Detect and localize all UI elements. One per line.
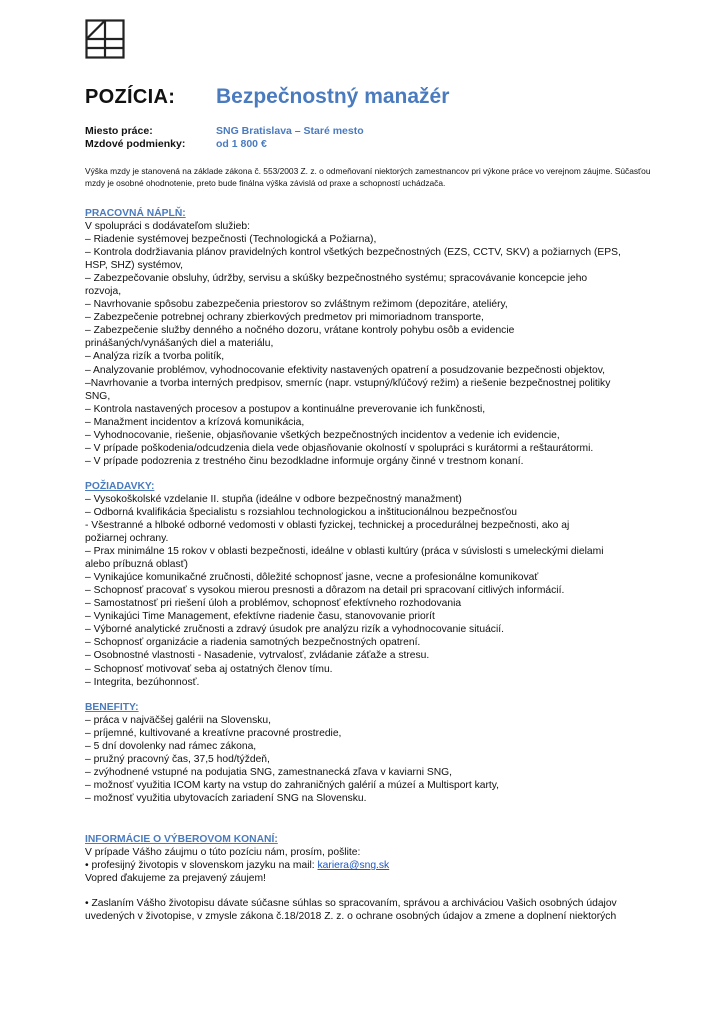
duty-line: SNG, [85, 390, 111, 402]
benefit-line: – 5 dní dovolenky nad rámec zákona, [85, 740, 257, 752]
duty-line: – Navrhovanie spôsobu zabezpečenia priestorov so zvláštnym režimom (depozitáre, ateliéry, [85, 299, 508, 311]
career-email-link[interactable]: kariera@sng.sk [317, 859, 390, 871]
benefit-line: – pružný pracovný čas, 37,5 hod/týždeň, [85, 753, 270, 765]
requirement-line: požiarnej ochrany. [85, 533, 169, 545]
duty-line: – Riadenie systémovej bezpečnosti (Technologická a Požiarna), [85, 234, 377, 246]
selection-email-line [85, 859, 660, 872]
requirement-line: – Schopnosť motivovať seba aj ostatných členov tímu. [85, 663, 333, 675]
requirement-line: - Všestranné a hlboké odborné vedomosti v oblasti fyzickej, technickej a procedurálnej bezpečnosti, ako aj [85, 519, 570, 531]
duty-line: – Kontrola dodržiavania plánov pravidelných kontrol všetkých bezpečnostných (EZS, CCTV, SKV) a požiarnych (EPS, [85, 247, 621, 259]
location-row [85, 125, 685, 138]
duty-line: rozvoja, [85, 286, 122, 298]
duty-line: – V prípade poškodenia/odcudzenia diela vede objasňovanie okolností v spolupráci s kurátormi a reštaurátormi. [85, 442, 594, 454]
job-meta [85, 125, 685, 151]
selection-heading: INFORMÁCIE O VÝBEROVOM KONANÍ: [85, 833, 278, 845]
duty-line: – Vyhodnocovanie, riešenie, objasňovanie všetkých bezpečnostných incidentov a vedenie ich evidencie, [85, 429, 560, 441]
salary-note: Výška mzdy je stanovená na základe zákona č. 553/2003 Z. z. o odmeňovaní niektorých zamestnancov pri výkone práce vo verejnom záujme. Súčasťou mzdy je osobné ohodnotenie, preto bude finálna výška závislá od praxe a schopností uchádzača. [85, 166, 651, 188]
duty-line: – V prípade podozrenia z trestného činu bezodkladne informuje orgány činné v trestnom konaní. [85, 455, 524, 467]
duty-line: –Navrhovanie a tvorba interných predpisov, smerníc (napr. vstupný/kľúčový režim) a riešenie bezpečnostnej politiky [85, 377, 611, 389]
location-label: Miesto práce: [85, 125, 153, 137]
benefit-line: – možnosť využitia ubytovacích zariadení SNG na Slovensku. [85, 792, 367, 804]
benefit-line: – možnosť využitia ICOM karty na vstup do zahraničných galérií a múzeí a Multisport karty, [85, 779, 499, 791]
section-spacer [85, 821, 660, 833]
gdpr-line: • Zaslaním Vášho životopisu dávate súčasne súhlas so spracovaním, správou a archiváciou Vašich osobných údajov [85, 898, 617, 910]
benefits-list [85, 714, 660, 805]
duty-line: – Kontrola nastavených procesov a postupov a kontinuálne preverovanie ich funkčnosti, [85, 403, 486, 415]
gdpr-line: uvedených v životopise, v zmysle zákona č.18/2018 Z. z. o ochrane osobných údajov a zmene a doplnení niektorých [85, 911, 617, 923]
duties-list [85, 220, 660, 468]
location-value: SNG Bratislava – Staré mesto [216, 125, 364, 137]
requirement-line: – Schopnosť organizácie a riadenia samotných bezpečnostných opatrení. [85, 637, 421, 649]
duty-line: – Analyzovanie problémov, vyhodnocovanie efektivity nastavených opatrení a posudzovanie bezpečnosti objektov, [85, 364, 605, 376]
salary-label: Mzdové podmienky: [85, 138, 186, 150]
selection-line: V prípade Vášho záujmu o túto pozíciu nám, prosím, pošlite: [85, 846, 361, 858]
duties-heading: PRACOVNÁ NÁPLŇ: [85, 208, 186, 219]
requirement-line: – Výborné analytické zručnosti a zdravý úsudok pre analýzu rizík a vyhodnocovanie situácií. [85, 624, 504, 636]
requirement-line: – Integrita, bezúhonnosť. [85, 676, 200, 688]
requirement-line: – Osobnostné vlastnosti - Nasadenie, vytrvalosť, zvládanie záťaže a stresu. [85, 650, 430, 662]
requirement-line: – Samostatnosť pri riešení úloh a problémov, schopnosť efektívneho rozhodovania [85, 598, 462, 610]
requirement-line: – Schopnosť pracovať s vysokou mierou presnosti a dôrazom na detail pri spracovaní citlivých informácií. [85, 585, 565, 597]
position-title: Bezpečnostný manažér [216, 85, 450, 108]
duty-line: – Zabezpečovanie obsluhy, údržby, servisu a skúšky bezpečnostného systému; spracovávanie koncepcie jeho [85, 273, 588, 285]
duty-line: V spolupráci s dodávateľom služieb: [85, 221, 250, 232]
section-spacer [85, 468, 660, 480]
requirement-line: – Vynikajúce komunikačné zručnosti, dôležité schopnosť jasne, vecne a profesionálne komunikovať [85, 572, 539, 584]
duty-line: – Zabezpečenie potrebnej ochrany zbierkových predmetov pri mimoriadnom transporte, [85, 312, 484, 324]
selection-info [85, 846, 660, 923]
requirement-line: – Vysokoškolské vzdelanie II. stupňa (ideálne v odbore bezpečnostný manažment) [85, 493, 462, 505]
requirement-line: – Odborná kvalifikácia špecialistu s rozsiahlou technologickou a inštitucionálnou bezpečnosťou [85, 506, 518, 518]
duty-line: – Manažment incidentov a krízová komunikácia, [85, 416, 305, 428]
salary-row [85, 138, 685, 151]
duty-line: HSP, SHZ) systémov, [85, 260, 184, 272]
sng-logo-icon [85, 19, 125, 59]
salary-value: od 1 800 € [216, 138, 267, 150]
benefits-heading: BENEFITY: [85, 701, 139, 713]
position-label: POZÍCIA: [85, 86, 176, 108]
requirement-line: alebo príbuzná oblasť) [85, 559, 188, 571]
benefit-line: – príjemné, kultivované a kreatívne pracovné prostredie, [85, 727, 342, 739]
section-spacer [85, 805, 660, 821]
section-spacer [85, 689, 660, 701]
requirements-list [85, 493, 660, 689]
requirements-heading: POŽIADAVKY: [85, 480, 155, 492]
duty-line: – Zabezpečenie služby denného a nočného dozoru, vrátane kontroly pohybu osôb a evidencie [85, 325, 515, 337]
requirement-line: – Prax minimálne 15 rokov v oblasti bezpečnosti, ideálne v oblasti kultúry (práca v súvislosti s umeleckými dielami [85, 546, 604, 558]
section-spacer [85, 885, 660, 897]
selection-email-prefix: • profesijný životopis v slovenskom jazyku na mail: [85, 859, 318, 871]
duty-line: prinášaných/vynášaných diel a materiálu, [85, 338, 274, 350]
posting-body [85, 207, 660, 923]
requirement-line: – Vynikajúci Time Management, efektívne riadenie času, stanovovanie priorít [85, 611, 435, 623]
duty-line: – Analýza rizík a tvorba politík, [85, 351, 225, 363]
benefit-line: – práca v najväčšej galérii na Slovensku, [85, 714, 272, 726]
position-header [85, 86, 685, 116]
selection-thanks-line: Vopred ďakujeme za prejavený záujem! [85, 873, 266, 885]
benefit-line: – zvýhodnené vstupné na podujatia SNG, zamestnanecká zľava v kaviarni SNG, [85, 766, 453, 778]
